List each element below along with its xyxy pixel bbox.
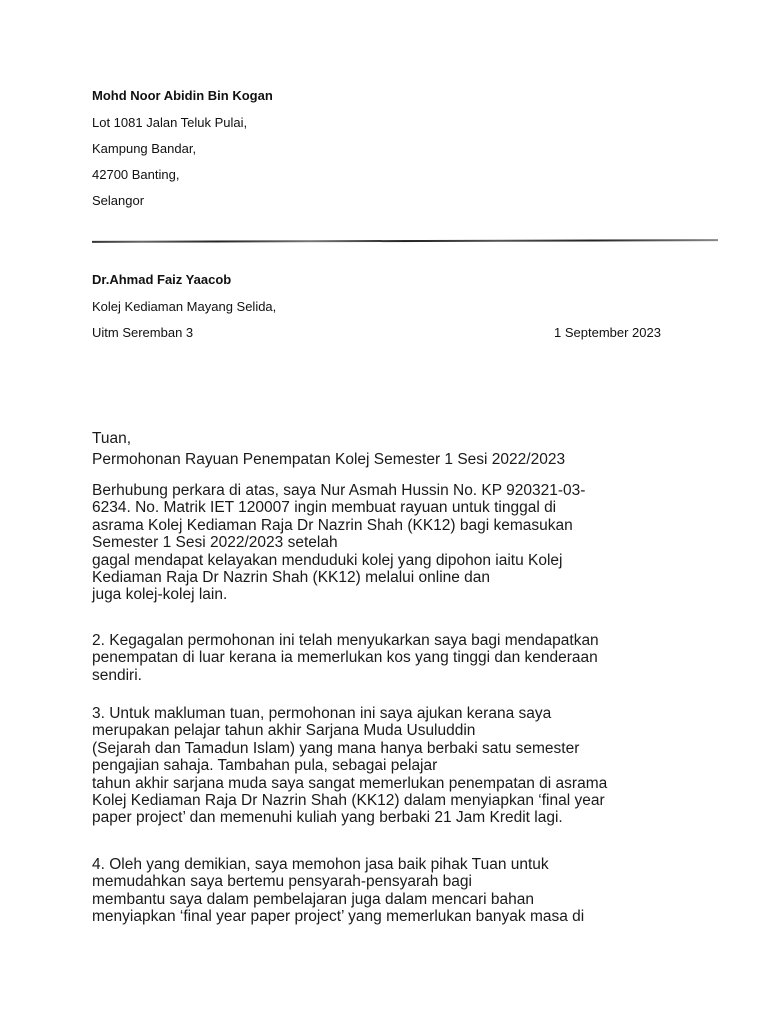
letter-subject: Permohonan Rayuan Penempatan Kolej Semester 1 Sesi 2022/2023 (92, 451, 566, 468)
salutation: Tuan, (92, 430, 132, 447)
paragraph-line: sendiri. (92, 666, 142, 684)
paragraph-line: Kediaman Raja Dr Nazrin Shah (KK12) melalui online dan (92, 569, 491, 587)
paragraph-line: 6234. No. Matrik IET 120007 ingin membuat rayuan untuk tinggal di (92, 499, 557, 517)
recipient-address-line: Uitm Seremban 3 (92, 325, 194, 340)
paragraph-line: 3. Untuk makluman tuan, permohonan ini saya ajukan kerana saya (92, 705, 552, 722)
sender-address-line: 42700 Banting, (92, 167, 180, 182)
paragraph-line: memudahkan saya bertemu pensyarah-pensyarah bagi (92, 873, 472, 891)
paragraph-line: tahun akhir sarjana muda saya sangat memerlukan penempatan di asrama (92, 774, 608, 792)
paragraph-line: paper project’ dan memenuhi kuliah yang berbaki 21 Jam Kredit lagi. (92, 809, 563, 827)
paragraph-line: menyiapkan ‘final year paper project’ yang memerlukan banyak masa di (92, 908, 585, 926)
paragraph-line: (Sejarah dan Tamadun Islam) yang mana hanya berbaki satu semester (92, 739, 580, 757)
paragraph-line: asrama Kolej Kediaman Raja Dr Nazrin Shah (KK12) bagi kemasukan (92, 516, 573, 534)
letter-date: 1 September 2023 (554, 325, 661, 340)
paragraph-line: merupakan pelajar tahun akhir Sarjana Muda Usuluddin (92, 722, 476, 740)
paragraph-line: gagal mendapat kelayakan menduduki kolej yang dipohon iaitu Kolej (92, 551, 563, 569)
paragraph-line: membantu saya dalam pembelajaran juga dalam mencari bahan (92, 890, 535, 908)
header-divider (92, 239, 718, 243)
recipient-name: Dr.Ahmad Faiz Yaacob (92, 272, 232, 287)
sender-address-line: Selangor (92, 193, 145, 208)
paragraph-line: Semester 1 Sesi 2022/2023 setelah (92, 534, 338, 552)
paragraph-line: pengajian sahaja. Tambahan pula, sebagai pelajar (92, 757, 438, 775)
paragraph-line: 4. Oleh yang demikian, saya memohon jasa baik pihak Tuan untuk (92, 856, 549, 873)
paragraph-4 (92, 856, 584, 926)
paragraph-line: juga kolej-kolej lain. (92, 586, 228, 604)
paragraph-line: penempatan di luar kerana ia memerlukan kos yang tinggi dan kenderaan (92, 649, 598, 667)
sender-name: Mohd Noor Abidin Bin Kogan (92, 88, 273, 103)
sender-address-line: Kampung Bandar, (92, 141, 197, 156)
paragraph-line: 2. Kegagalan permohonan ini telah menyukarkan saya bagi mendapatkan (92, 632, 599, 649)
paragraph-3 (92, 705, 607, 827)
sender-address-line: Lot 1081 Jalan Teluk Pulai, (92, 115, 248, 130)
recipient-address-line: Kolej Kediaman Mayang Selida, (92, 299, 277, 314)
paragraph-1 (92, 482, 585, 604)
paragraph-line: Berhubung perkara di atas, saya Nur Asmah Hussin No. KP 920321-03- (92, 482, 586, 499)
paragraph-line: Kolej Kediaman Raja Dr Nazrin Shah (KK12) dalam menyiapkan ‘final year (92, 792, 605, 810)
paragraph-2 (92, 632, 599, 684)
